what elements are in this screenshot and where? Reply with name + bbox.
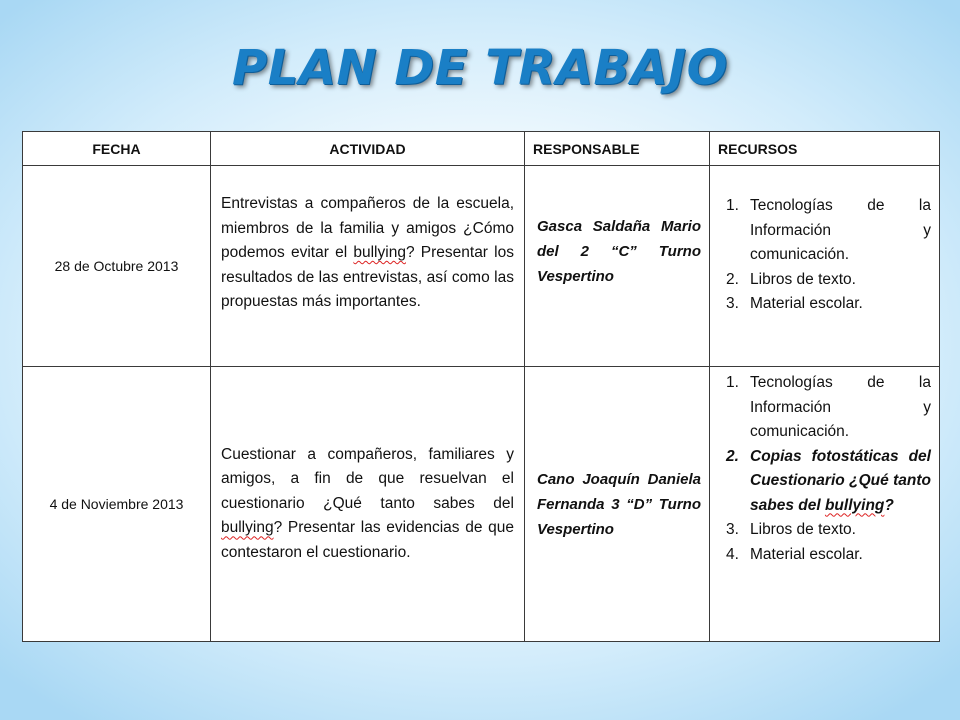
slide-title: PLAN DE TRABAJO xyxy=(232,40,728,96)
work-plan-table xyxy=(22,131,940,642)
actividad-text: ? Presentar los resultados de las entrevistas, así como las propuestas más importantes. xyxy=(221,244,514,310)
spellcheck-word: bullying xyxy=(353,244,406,261)
list-item xyxy=(714,543,931,568)
list-item-text: Copias fotostáticas del Cuestionario ¿Qué tanto sabes del xyxy=(750,447,931,514)
list-number: 4. xyxy=(726,545,739,563)
list-number: 1. xyxy=(726,197,739,214)
responsable-cell: Cano Joaquín Daniela Fernanda 3 “D” Turno Vespertino xyxy=(525,367,710,642)
header-fecha: FECHA xyxy=(23,132,211,166)
list-item-text: Tecnologías de la Información y comunicación. xyxy=(750,374,931,440)
header-responsable: RESPONSABLE xyxy=(525,132,710,166)
list-item xyxy=(714,292,931,317)
actividad-text: Entrevistas a compañeros de la escuela, miembros de la familia y amigos ¿Cómo podemos evitar el xyxy=(221,195,514,261)
header-actividad: ACTIVIDAD xyxy=(211,132,525,166)
list-item xyxy=(714,518,931,543)
recursos-list xyxy=(714,194,931,317)
list-item xyxy=(714,194,931,268)
list-item-text: Material escolar. xyxy=(750,545,863,563)
list-item xyxy=(714,445,931,519)
list-item-text: Libros de texto. xyxy=(750,521,856,538)
header-recursos: RECURSOS xyxy=(710,132,940,166)
table-row xyxy=(23,367,940,642)
list-number: 3. xyxy=(726,521,739,538)
actividad-cell xyxy=(211,166,525,367)
list-number: 3. xyxy=(726,295,739,312)
recursos-cell xyxy=(710,367,940,642)
list-item-text: Tecnologías de la Información y comunicación. xyxy=(750,197,931,263)
table-header-row xyxy=(23,132,940,166)
actividad-text: Cuestionar a compañeros, familiares y amigos, a fin de que resuelvan el cuestionario ¿Qué tanto sabes del xyxy=(221,445,514,512)
actividad-text: ? Presentar las evidencias de que contestaron el cuestionario. xyxy=(221,519,514,561)
spellcheck-word: bullying xyxy=(824,496,885,514)
recursos-list xyxy=(714,371,931,567)
list-number: 1. xyxy=(726,374,739,391)
list-number: 2. xyxy=(726,447,739,465)
fecha-cell: 28 de Octubre 2013 xyxy=(23,166,211,367)
responsable-cell: Gasca Saldaña Mario del 2 “C” Turno Vespertino xyxy=(525,166,710,367)
list-item xyxy=(714,268,931,293)
fecha-cell: 4 de Noviembre 2013 xyxy=(23,367,211,642)
list-item-text: Libros de texto. xyxy=(750,270,856,288)
list-number: 2. xyxy=(726,270,739,288)
list-item-text: ? xyxy=(884,496,894,514)
list-item-text: Material escolar. xyxy=(750,295,863,312)
spellcheck-word: bullying xyxy=(221,519,274,537)
table-row xyxy=(23,166,940,367)
actividad-cell xyxy=(211,367,525,642)
list-item xyxy=(714,371,931,445)
recursos-cell xyxy=(710,166,940,367)
